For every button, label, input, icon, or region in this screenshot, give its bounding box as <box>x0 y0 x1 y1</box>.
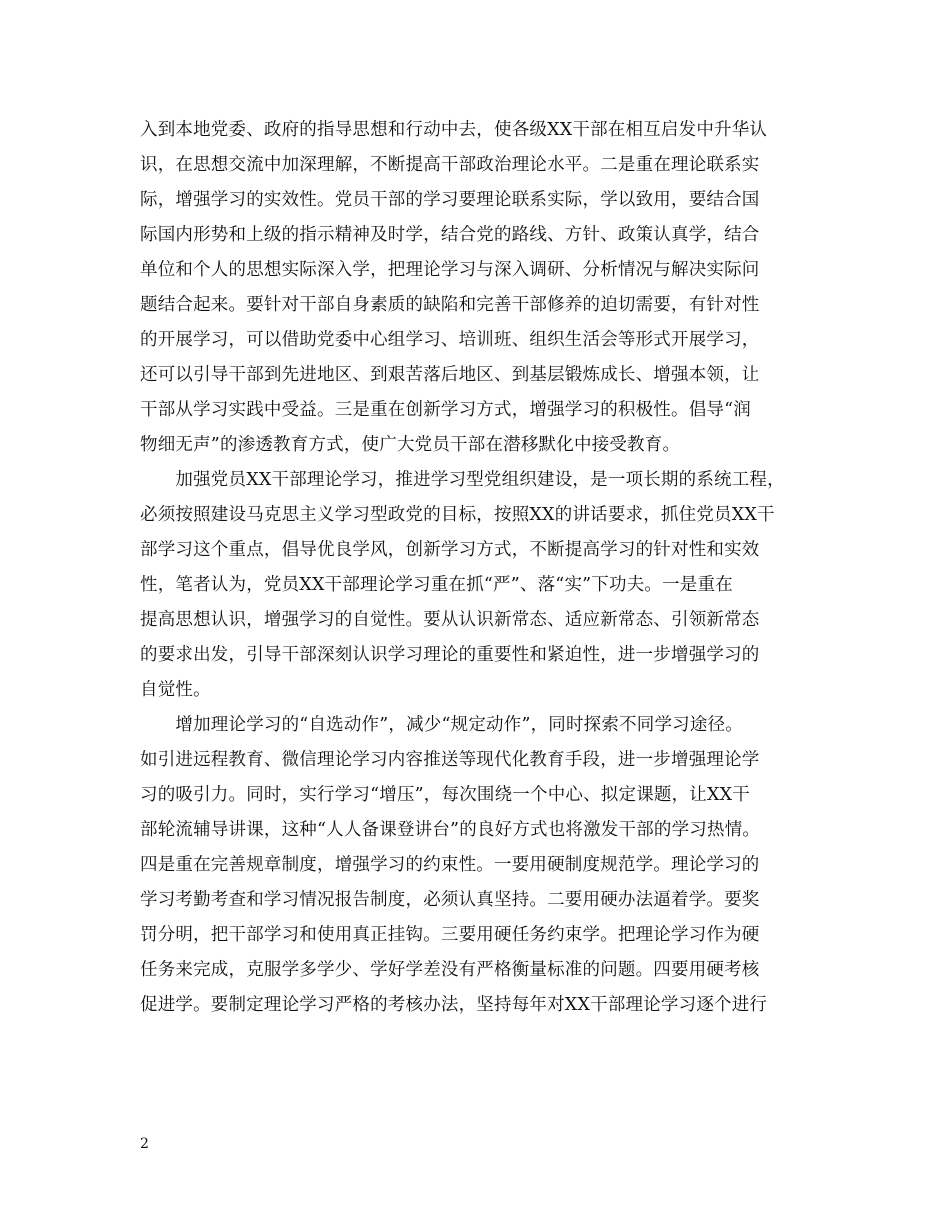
text-line: 部轮流辅导讲课，这种“人人备课登讲台”的良好方式也将激发干部的学习热情。 <box>140 820 761 840</box>
text-line: 习的吸引力。同时，实行学习“增压”，每次围绕一个中心、拟定课题，让XX干 <box>140 785 751 805</box>
text-line: 必须按照建设马克思主义学习型政党的目标，按照XX的讲话要求，抓住党员XX干 <box>140 505 775 525</box>
text-line: 的要求出发，引导干部深刻认识学习理论的重要性和紧迫性，进一步增强学习的 <box>140 645 760 665</box>
text-line: 际国内形势和上级的指示精神及时学，结合党的路线、方针、政策认真学，结合 <box>140 225 760 245</box>
text-line: 单位和个人的思想实际深入学，把理论学习与深入调研、分析情况与解决实际问 <box>140 260 760 280</box>
text-line: 物细无声”的渗透教育方式，使广大党员干部在潜移默化中接受教育。 <box>140 435 681 455</box>
text-line: 自觉性。 <box>140 680 211 700</box>
text-line: 加强党员XX干部理论学习，推进学习型党组织建设，是一项长期的系统工程， <box>140 470 785 490</box>
text-line: 题结合起来。要针对干部自身素质的缺陷和完善干部修养的迫切需要，有针对性 <box>140 295 760 315</box>
text-line: 性，笔者认为，党员XX干部理论学习重在抓“严”、落“实”下功夫。一是重在 <box>140 575 733 595</box>
paragraph-1 <box>140 113 815 463</box>
text-line: 提高思想认识，增强学习的自觉性。要从认识新常态、适应新常态、引领新常态 <box>140 610 760 630</box>
page-number: 2 <box>140 1136 149 1152</box>
text-line: 四是重在完善规章制度，增强学习的约束性。一要用硬制度规范学。理论学习的 <box>140 855 760 875</box>
text-line: 如引进远程教育、微信理论学习内容推送等现代化教育手段，进一步增强理论学 <box>140 750 760 770</box>
document-body <box>140 113 815 1023</box>
text-line: 还可以引导干部到先进地区、到艰苦落后地区、到基层锻炼成长、增强本领，让 <box>140 365 760 385</box>
text-line: 学习考勤考查和学习情况报告制度，必须认真坚持。二要用硬办法逼着学。要奖 <box>140 890 760 910</box>
paragraph-3 <box>140 708 815 1023</box>
text-line: 罚分明，把干部学习和使用真正挂钩。三要用硬任务约束学。把理论学习作为硬 <box>140 925 760 945</box>
text-line: 干部从学习实践中受益。三是重在创新学习方式，增强学习的积极性。倡导“润 <box>140 400 751 420</box>
text-line: 入到本地党委、政府的指导思想和行动中去，使各级XX干部在相互启发中升华认 <box>140 120 768 140</box>
text-line: 任务来完成，克服学多学少、学好学差没有严格衡量标准的问题。四要用硬考核 <box>140 960 760 980</box>
text-line: 际，增强学习的实效性。党员干部的学习要理论联系实际，学以致用，要结合国 <box>140 190 760 210</box>
text-line: 部学习这个重点，倡导优良学风，创新学习方式，不断提高学习的针对性和实效 <box>140 540 760 560</box>
text-line: 促进学。要制定理论学习严格的考核办法，坚持每年对XX干部理论学习逐个进行 <box>140 995 768 1015</box>
paragraph-2 <box>140 463 815 708</box>
text-line: 增加理论学习的“自选动作”，减少“规定动作”，同时探索不同学习途径。 <box>140 715 743 735</box>
text-line: 识，在思想交流中加深理解，不断提高干部政治理论水平。二是重在理论联系实 <box>140 155 760 175</box>
text-line: 的开展学习，可以借助党委中心组学习、培训班、组织生活会等形式开展学习， <box>140 330 760 350</box>
